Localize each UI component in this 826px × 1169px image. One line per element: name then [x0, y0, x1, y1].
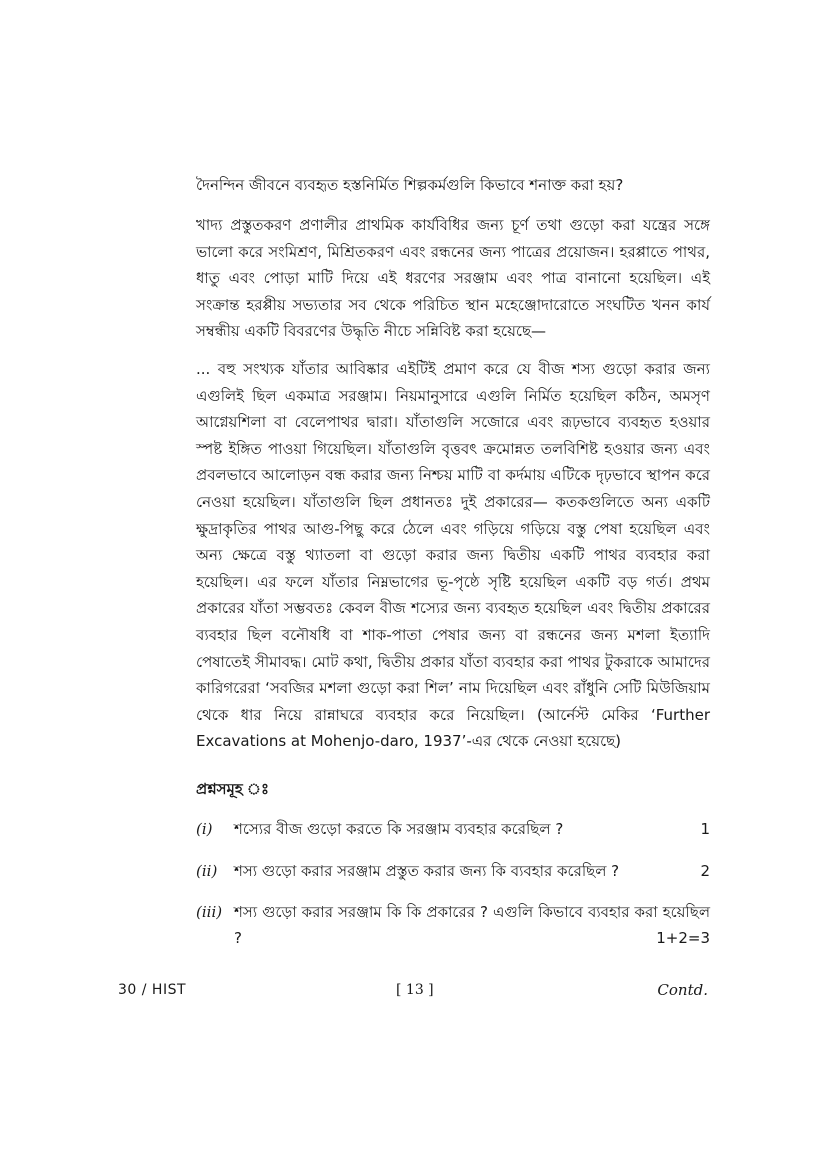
question-item: [196, 816, 710, 842]
question-number: (iii): [196, 903, 223, 921]
question-item: [196, 858, 710, 884]
question-item: [196, 899, 710, 953]
questions-heading: প্রশ্নসমূহ ঃ: [196, 780, 269, 798]
paper-code: 30 / HIST: [118, 982, 187, 998]
question-text: শস্য গুড়ো করার সরঞ্জাম প্রস্তুত করার জন্য কি ব্যবহার করেছিল ?: [234, 862, 620, 880]
section-heading: দৈনন্দিন জীবনে ব্যবহৃত হস্তনির্মিত শিল্পকর্মগুলি কিভাবে শনাক্ত করা হয়?: [196, 176, 624, 194]
intro-paragraph: খাদ্য প্রস্তুতকরণ প্রণালীর প্রাথমিক কার্যবিধির জন্য চূর্ণ তথা গুড়ো করা যন্ত্রের সঙ্গে ভালো করে সংমিশ্রণ, মিশ্রিতকরণ এবং রন্ধনের জন্য পাত্রের প্রয়োজন। হরপ্পাতে পাথর, ধাতু এবং পোড়া মাটি দিয়ে এই ধরণের সরঞ্জাম এবং পাত্র বানানো হয়েছিল। এই সংক্রান্ত হরপ্পীয় সভ্যতার সব থেকে পরিচিত স্থান মহেঞ্জোদারোতে সংঘটিত খনন কার্য সম্বন্ধীয় একটি বিবরণের উদ্ধৃতি নীচে সন্নিবিষ্ট করা হয়েছে—: [196, 216, 710, 341]
question-marks: 1+2=3: [656, 929, 710, 947]
question-marks: 1: [700, 820, 710, 838]
question-marks: 2: [700, 862, 710, 880]
excerpt-paragraph: ... বহু সংখ্যক যাঁতার আবিষ্কার এইটিই প্রমাণ করে যে বীজ শস্য গুড়ো করার জন্য এগুলিই ছিল একমাত্র সরঞ্জাম। নিয়মানুসারে এগুলি নির্মিত হয়েছিল কঠিন, অমসৃণ আগ্নেয়শিলা বা বেলেপাথর দ্বারা। যাঁতাগুলি সজোরে এবং রূঢ়ভাবে ব্যবহৃত হওয়ার স্পষ্ট ইঙ্গিত পাওয়া গিয়েছিল। যাঁতাগুলি বৃত্তবৎ ক্রমোন্নত তলবিশিষ্ট হওয়ার জন্য এবং প্রবলভাবে আলোড়ন বন্ধ করার জন্য নিশ্চয় মাটি বা কর্দমায় এটিকে দৃঢ়ভাবে স্থাপন করে নেওয়া হয়েছিল। যাঁতাগুলি ছিল প্রধানতঃ দুই প্রকারের— কতকগুলিতে অন্য একটি ক্ষুদ্রাকৃতির পাথর আগু-পিছু করে ঠেলে এবং গড়িয়ে গড়িয়ে বস্তু পেষা হয়েছিল এবং অন্য ক্ষেত্রে বস্তু থ্যাতলা বা গুড়ো করার জন্য দ্বিতীয় একটি পাথর ব্যবহার করা হয়েছিল। এর ফলে যাঁতার নিম্নভাগের ভূ-পৃষ্ঠে সৃষ্টি হয়েছিল একটি বড় গর্ত। প্রথম প্রকারের যাঁতা সম্ভবতঃ কেবল বীজ শস্যের জন্য ব্যবহৃত হয়েছিল এবং দ্বিতীয় প্রকারের ব্যবহার ছিল বনৌষধি বা শাক-পাতা পেষার জন্য বা রন্ধনের জন্য মশলা ইত্যাদি পেষাতেই সীমাবদ্ধ। মোট কথা, দ্বিতীয় প্রকার যাঁতা ব্যবহার করা পাথর টুকরাকে আমাদের কারিগরেরা ‘সবজির মশলা গুড়ো করা শিল’ নাম দিয়েছিল এবং রাঁধুনি সেটি মিউজিয়াম থেকে ধার নিয়ে রান্নাঘরে ব্যবহার করে নিয়েছিল। (আর্নেস্ট মেকির ‘Further Excavations at Mohenjo-daro, 1937’-এর থেকে নেওয়া হয়েছে): [196, 360, 710, 751]
question-number: (i): [196, 820, 213, 838]
page-number: [ 13 ]: [396, 982, 434, 998]
question-text: শস্যের বীজ গুড়ো করতে কি সরঞ্জাম ব্যবহার করেছিল ?: [234, 820, 564, 838]
question-text: শস্য গুড়ো করার সরঞ্জাম কি কি প্রকারের ? এগুলি কিভাবে ব্যবহার করা হয়েছিল ?: [234, 903, 710, 947]
question-number: (ii): [196, 862, 218, 880]
continued-label: Contd.: [657, 981, 708, 999]
